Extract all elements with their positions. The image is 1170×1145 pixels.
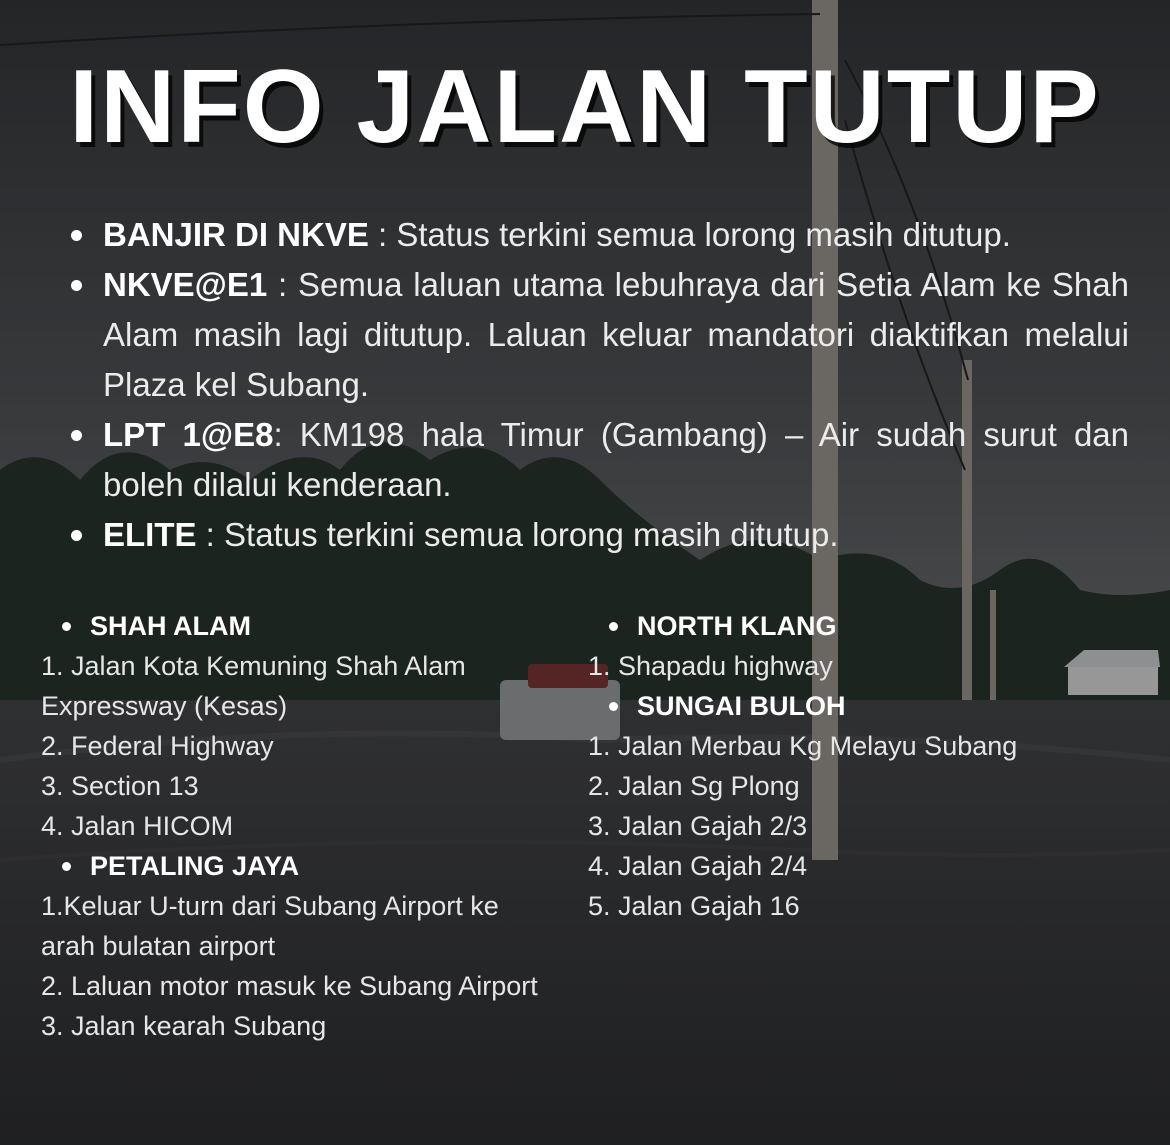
road-item: 1. Jalan Kota Kemuning Shah Alam Expressway (Kesas) bbox=[41, 651, 466, 721]
road-item: 5. Jalan Gajah 16 bbox=[588, 891, 800, 921]
update-item-nkve-flood bbox=[103, 210, 1129, 260]
update-label: LPT 1@E8 bbox=[103, 416, 274, 453]
area-heading-north-klang: NORTH KLANG bbox=[588, 606, 1148, 646]
update-label: BANJIR DI NKVE bbox=[103, 216, 369, 253]
road-item: 2. Laluan motor masuk ke Subang Airport bbox=[41, 971, 538, 1001]
road-item: 3. Jalan kearah Subang bbox=[41, 1011, 327, 1041]
closure-updates-list bbox=[103, 210, 1129, 560]
update-label: ELITE bbox=[103, 516, 197, 553]
update-text: : Status terkini semua lorong masih ditutup. bbox=[196, 516, 839, 553]
road-item: 2. Jalan Sg Plong bbox=[588, 771, 800, 801]
road-item: 1. Jalan Merbau Kg Melayu Subang bbox=[588, 731, 1018, 761]
closed-roads-right-column bbox=[588, 606, 1148, 926]
road-item: 2. Federal Highway bbox=[41, 731, 274, 761]
road-item: 1.Keluar U-turn dari Subang Airport ke arah bulatan airport bbox=[41, 891, 499, 961]
update-text: : Semua laluan utama lebuhraya dari Setia Alam ke Shah Alam masih lagi ditutup. Laluan keluar mandatori diaktifkan melalui Plaza kel Subang. bbox=[103, 266, 1129, 403]
update-item-nkve-e1 bbox=[103, 260, 1129, 410]
update-label: NKVE@E1 bbox=[103, 266, 268, 303]
road-item: 4. Jalan HICOM bbox=[41, 811, 234, 841]
road-item: 3. Section 13 bbox=[41, 771, 199, 801]
update-item-lpt1-e8 bbox=[103, 410, 1129, 510]
road-item: 3. Jalan Gajah 2/3 bbox=[588, 811, 808, 841]
update-item-elite bbox=[103, 510, 1129, 560]
area-heading-petaling-jaya: PETALING JAYA bbox=[41, 846, 551, 886]
poster-title: INFO JALAN TUTUP bbox=[69, 49, 1101, 165]
road-item: 4. Jalan Gajah 2/4 bbox=[588, 851, 808, 881]
area-heading-sungai-buloh: SUNGAI BULOH bbox=[588, 686, 1148, 726]
update-text: : KM198 hala Timur (Gambang) – Air sudah surut dan boleh dilalui kenderaan. bbox=[103, 416, 1130, 503]
road-item: 1. Shapadu highway bbox=[588, 651, 833, 681]
closed-roads-left-column bbox=[41, 606, 551, 1046]
update-text: : Status terkini semua lorong masih ditutup. bbox=[368, 216, 1011, 253]
area-heading-shah-alam: SHAH ALAM bbox=[41, 606, 551, 646]
